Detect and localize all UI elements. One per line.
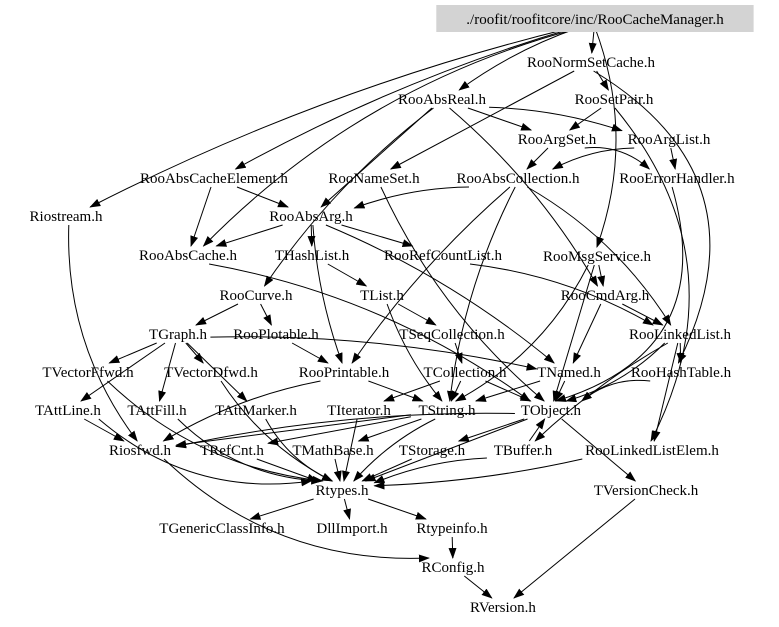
node-label-rooabscacheelement: RooAbsCacheElement.h <box>140 171 288 187</box>
edge-rooargset-rooerrorhandler <box>585 147 650 169</box>
edge-rooargset-rooabscollection <box>527 148 548 169</box>
edge-tobject-tstorage <box>459 419 524 441</box>
edge-rooarglist-rooerrorhandler <box>671 148 675 169</box>
node-label-rooplotable: RooPlotable.h <box>233 327 319 343</box>
node-label-rooerrorhandler: RooErrorHandler.h <box>619 171 735 187</box>
node-tgraph[interactable] <box>149 327 207 343</box>
edge-roohashtable-tobject <box>582 380 650 401</box>
node-label-tobject: TObject.h <box>520 403 582 419</box>
edge-tstring-riosfwd <box>176 415 411 446</box>
node-label-tgraph: TGraph.h <box>149 327 207 343</box>
edge-rooabscacheelement-rooabscache <box>191 187 211 246</box>
node-label-riosfwd: Riosfwd.h <box>108 443 172 459</box>
node-tobject[interactable] <box>521 403 582 419</box>
node-rtypes[interactable] <box>316 483 369 499</box>
node-rversion[interactable] <box>470 600 536 616</box>
node-label-tvectordfwd: TVectorDfwd.h <box>164 365 258 381</box>
edge-tbuffer-tobject <box>529 419 544 441</box>
edge-tcollection-titerator <box>384 381 440 401</box>
node-label-rooprintable: RooPrintable.h <box>298 365 390 381</box>
node-label-roonameset: RooNameSet.h <box>328 171 420 187</box>
node-label-tmathbase: TMathBase.h <box>292 443 374 459</box>
node-rconfig[interactable] <box>422 560 485 576</box>
node-roorefcountlist[interactable] <box>384 248 502 264</box>
edge-rooabscacheelement-rooabsarg <box>237 187 288 207</box>
node-label-tattline: TAttLine.h <box>35 403 101 419</box>
edge-tcollection-tstring <box>451 381 460 401</box>
edge-roolinkedlistelem-rtypes <box>374 459 582 486</box>
node-trefcnt[interactable] <box>200 443 264 459</box>
node-dllimport[interactable] <box>316 521 388 537</box>
node-label-rooabscollection: RooAbsCollection.h <box>456 171 580 187</box>
edge-tversioncheck-rversion <box>514 499 635 598</box>
node-label-rooabsreal: RooAbsReal.h <box>398 92 486 108</box>
edge-rtypes-dllimport <box>344 499 349 519</box>
edge-rooabsarg-thashlist <box>311 225 312 246</box>
edge-tnamed-tstring <box>476 381 540 401</box>
edge-roomsgservice-roocmdarg <box>599 265 603 286</box>
edge-tstring-tmathbase <box>359 419 422 441</box>
node-rooplotable[interactable] <box>233 327 319 343</box>
node-label-rversion: RVersion.h <box>470 600 536 616</box>
edge-tattline-riosfwd <box>84 419 124 441</box>
node-label-rooabscache: RooAbsCache.h <box>139 248 237 264</box>
node-label-riostream: Riostream.h <box>29 209 103 225</box>
node-titerator[interactable] <box>327 403 391 419</box>
edge-tlist-tstring <box>387 304 442 401</box>
node-label-tstorage: TStorage.h <box>398 443 466 459</box>
node-label-rooabsarg: RooAbsArg.h <box>269 209 353 225</box>
node-rooabscacheelement[interactable] <box>140 171 288 187</box>
node-label-tseqcollection: TSeqCollection.h <box>399 327 505 343</box>
edge-rconfig-rversion <box>464 576 492 598</box>
edge-roocurve-tgraph <box>196 304 238 325</box>
node-tversioncheck[interactable] <box>594 483 699 499</box>
node-roonameset[interactable] <box>328 171 420 187</box>
node-tstring[interactable] <box>418 403 476 419</box>
node-label-thashlist: THashList.h <box>274 248 350 264</box>
edge-rooabscollection-rooabsarg <box>354 187 469 208</box>
node-label-tstring: TString.h <box>418 403 476 419</box>
node-tvectordfwd[interactable] <box>164 365 258 381</box>
node-roolinkedlistelem[interactable] <box>585 443 719 459</box>
edge-rtypes-rtypeinfo <box>368 499 426 519</box>
node-label-roolinkedlist: RooLinkedList.h <box>628 327 732 343</box>
node-tattline[interactable] <box>35 403 101 419</box>
node-tbuffer[interactable] <box>494 443 553 459</box>
node-label-rtypes: Rtypes.h <box>315 483 369 499</box>
node-label-roonormsetcache: RooNormSetCache.h <box>527 55 655 71</box>
node-rooprintable[interactable] <box>299 365 390 381</box>
node-label-tattmarker: TAttMarker.h <box>215 403 297 419</box>
edge-roolinkedlist-roolinkedlistelem <box>654 343 678 441</box>
node-label-titerator: TIterator.h <box>327 403 391 419</box>
edge-rooabsarg-rooabscache <box>216 225 282 246</box>
node-tnamed[interactable] <box>537 365 601 381</box>
edge-roolinkedlist-roohashtable <box>680 343 681 363</box>
node-tlist[interactable] <box>360 288 404 304</box>
node-label-roosetpair: RooSetPair.h <box>574 92 654 108</box>
node-rooargset[interactable] <box>518 132 597 148</box>
node-label-roocachemanager: ./roofit/roofitcore/inc/RooCacheManager.h <box>466 12 724 28</box>
node-roosetpair[interactable] <box>575 92 654 108</box>
edge-tgraph-tvectordfwd <box>186 343 203 363</box>
node-label-roorefcountlist: RooRefCountList.h <box>384 248 502 264</box>
node-tstorage[interactable] <box>399 443 466 459</box>
node-roocurve[interactable] <box>220 288 293 304</box>
edge-tvectorffwd-rtypes <box>107 381 322 481</box>
node-roohashtable[interactable] <box>631 365 732 381</box>
edge-rooplotable-rooprintable <box>292 343 328 363</box>
node-label-tlist: TList.h <box>360 288 404 304</box>
node-tmathbase[interactable] <box>292 443 374 459</box>
node-roocachemanager[interactable] <box>436 5 753 32</box>
node-tattmarker[interactable] <box>215 403 297 419</box>
node-roolinkedlist[interactable] <box>629 327 732 343</box>
node-label-tbuffer: TBuffer.h <box>493 443 553 459</box>
node-tcollection[interactable] <box>424 365 507 381</box>
node-label-roolinkedlistelem: RooLinkedListElem.h <box>585 443 719 459</box>
node-label-dllimport: DllImport.h <box>316 521 388 537</box>
edge-tmathbase-rtypes <box>335 459 340 481</box>
node-riosfwd[interactable] <box>109 443 172 459</box>
edge-roosetpair-roolinkedlistelem <box>615 108 689 441</box>
node-rooerrorhandler[interactable] <box>619 171 735 187</box>
node-label-rtypeinfo: Rtypeinfo.h <box>416 521 488 537</box>
edge-tgraph-tvectorffwd <box>109 343 156 363</box>
node-rooabscache[interactable] <box>139 248 237 264</box>
edge-rooabsreal-rooarglist <box>489 107 622 130</box>
edge-rtypes-tgenericclassinfo <box>250 499 313 519</box>
edge-rooprintable-tstring <box>368 381 422 401</box>
node-rooabsreal[interactable] <box>398 92 486 108</box>
node-tattfill[interactable] <box>127 403 187 419</box>
edge-roocurve-rooplotable <box>261 304 272 325</box>
edge-tlist-tseqcollection <box>398 304 436 325</box>
edge-trefcnt-rtypes <box>257 459 318 481</box>
node-label-rooargset: RooArgSet.h <box>517 132 597 148</box>
node-tvectorffwd[interactable] <box>42 365 134 381</box>
edge-roolinkedlist-tbuffer <box>535 343 668 441</box>
node-label-rconfig: RConfig.h <box>421 560 485 576</box>
node-thashlist[interactable] <box>275 248 350 264</box>
edge-tbuffer-rtypes <box>374 458 487 483</box>
node-label-roocurve: RooCurve.h <box>219 288 293 304</box>
node-label-tvectorffwd: TVectorFfwd.h <box>42 365 134 381</box>
node-roomsgservice[interactable] <box>543 249 651 265</box>
node-roocmdarg[interactable] <box>561 288 650 304</box>
node-riostream[interactable] <box>30 209 103 225</box>
node-rooarglist[interactable] <box>628 132 711 148</box>
edges-layer <box>69 28 710 598</box>
node-label-tcollection: TCollection.h <box>423 365 507 381</box>
edge-roocmdarg-tnamed <box>573 304 601 363</box>
node-label-roomsgservice: RooMsgService.h <box>543 249 651 265</box>
node-label-roocmdarg: RooCmdArg.h <box>560 288 650 304</box>
node-tgenericclassinfo[interactable] <box>159 521 285 537</box>
node-rtypeinfo[interactable] <box>416 521 488 537</box>
node-roonormsetcache[interactable] <box>527 55 655 71</box>
node-label-tattfill: TAttFill.h <box>127 403 187 419</box>
edge-thashlist-tlist <box>328 264 367 286</box>
node-tseqcollection[interactable] <box>399 327 505 343</box>
edge-rooarglist-rooabscollection <box>553 148 634 169</box>
node-label-tversioncheck: TVersionCheck.h <box>593 483 699 499</box>
node-label-roohashtable: RooHashTable.h <box>630 365 732 381</box>
node-label-tgenericclassinfo: TGenericClassInfo.h <box>159 521 285 537</box>
node-label-trefcnt: TRefCnt.h <box>200 443 264 459</box>
node-label-rooarglist: RooArgList.h <box>627 132 711 148</box>
edge-rtypeinfo-rconfig <box>452 537 453 558</box>
node-rooabsarg[interactable] <box>269 209 353 225</box>
node-rooabscollection[interactable] <box>457 171 580 187</box>
edge-roocmdarg-roolinkedlist <box>622 304 662 325</box>
node-label-tnamed: TNamed.h <box>537 365 601 381</box>
edge-roosetpair-rooargset <box>570 108 601 130</box>
